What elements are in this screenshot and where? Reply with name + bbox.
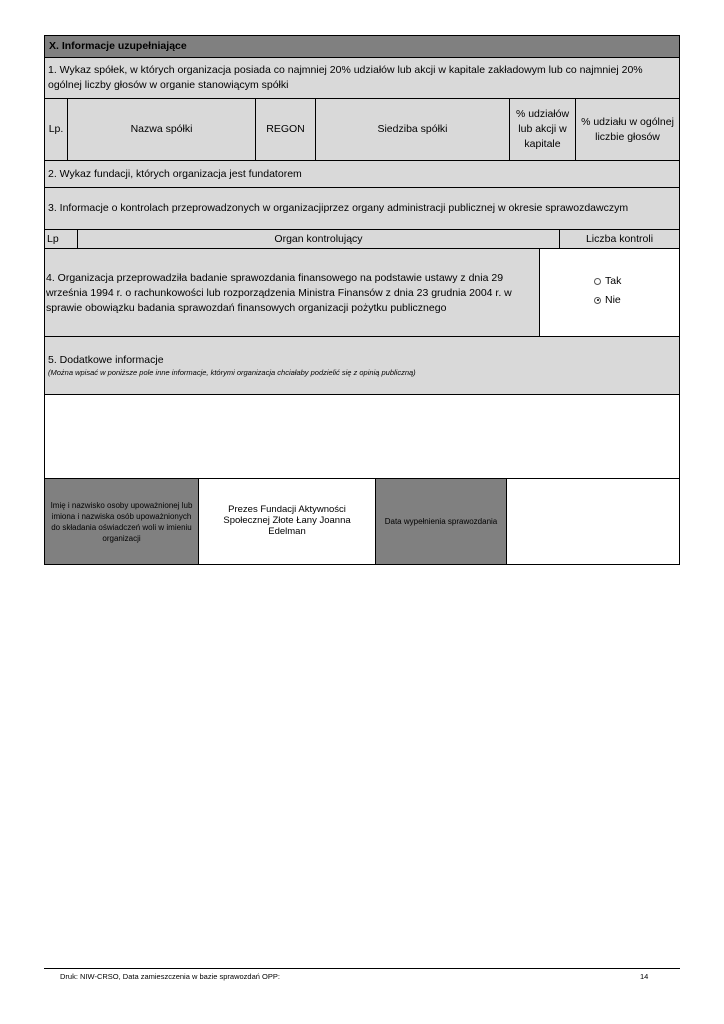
form-section-x <box>44 35 680 565</box>
item3-columns <box>45 230 679 249</box>
col-lp-controls: Lp <box>45 230 78 248</box>
page-number: 14 <box>640 972 649 981</box>
footer-text: Druk: NIW-CRSO, Data zamieszczenia w bazie sprawozdań OPP: <box>60 972 280 981</box>
col-control-organ: Organ kontrolujący <box>78 230 560 248</box>
section-title: X. Informacje uzupełniające <box>49 40 187 52</box>
footer-divider <box>44 968 680 969</box>
option-tak-label: Tak <box>605 275 622 287</box>
date-value[interactable] <box>507 479 679 564</box>
item3-text: 3. Informacje o kontrolach przeprowadzonych w organizacjiprzez organy administracji publicznej w okresie sprawozdawczym <box>48 202 629 214</box>
col-share-votes: % udziału w ogólnej liczbie głosów <box>581 115 674 143</box>
signature-label: Imię i nazwisko osoby upoważnionej lub imiona i nazwiska osób upoważnionych do składania oświadczeń woli w imieniu organizacji <box>45 479 199 564</box>
col-regon: REGON <box>256 99 316 160</box>
section-header <box>45 36 679 58</box>
item4-options <box>539 249 679 336</box>
col-company-seat: Siedziba spółki <box>316 99 510 160</box>
radio-nie-selected-icon[interactable] <box>594 297 601 304</box>
item5-header <box>45 337 679 395</box>
item4-text: 4. Organizacja przeprowadziła badanie sprawozdania finansowego na podstawie ustawy z dnia 29 września 1994 r. o rachunkowości lub rozporządzenia Ministra Finansów z dnia 23 grudnia 2004 r. w sprawie obowiązku badania sprawozdań finansowych organizacji pożytku publicznego <box>46 272 512 314</box>
col-control-count: Liczba kontroli <box>585 232 654 245</box>
signature-value[interactable]: Prezes Fundacji Aktywności Społecznej Złote Łany Joanna Edelman <box>199 479 376 564</box>
item5-note: (Można wpisać w poniższe pole inne informacje, którymi organizacja chciałaby podzielić się z opinią publiczną) <box>48 368 416 377</box>
col-company-name: Nazwa spółki <box>68 99 256 160</box>
item1-header <box>45 58 679 99</box>
additional-info-field[interactable] <box>45 395 679 479</box>
item2-header <box>45 161 679 188</box>
col-lp: Lp. <box>45 99 68 160</box>
radio-tak-icon[interactable] <box>594 278 601 285</box>
item2-text: 2. Wykaz fundacji, których organizacja jest fundatorem <box>48 168 302 180</box>
option-nie[interactable] <box>594 293 621 308</box>
item5-title: 5. Dodatkowe informacje <box>48 354 164 366</box>
item1-columns <box>45 99 679 161</box>
item4-row <box>45 249 679 337</box>
signature-row <box>45 479 679 564</box>
item1-text: 1. Wykaz spółek, w których organizacja posiada co najmniej 20% udziałów lub akcji w kapitale zakładowym lub co najmniej 20% ogólnej liczby głosów w organie stanowiącym spółki <box>48 64 643 91</box>
col-share-capital: % udziałów lub akcji w kapitale <box>510 99 576 160</box>
option-tak[interactable] <box>594 274 621 289</box>
date-label: Data wypełnienia sprawozdania <box>376 479 507 564</box>
item3-header <box>45 188 679 230</box>
option-nie-label: Nie <box>605 294 621 306</box>
